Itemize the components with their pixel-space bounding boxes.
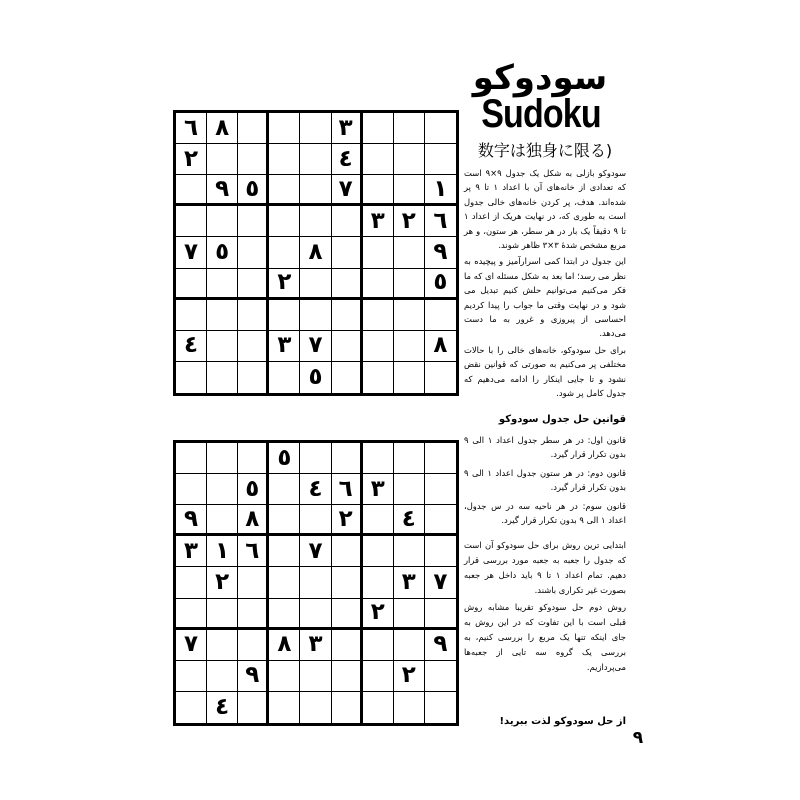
sudoku-cell: ٨ (425, 331, 456, 362)
sudoku-cell (425, 443, 456, 474)
intro-paragraph: سودوکو بازلی به شکل یک جدول ۹×۹ است که تعدادی از خانه‌های آن با اعداد ۱ تا ۹ پر شده‌اند. هدف، پر کردن خانه‌های خالی جدول است به طوری که، در نهایت هریک از اعداد ۱ تا ۹ دقیقاً یک بار در هر سطر، هر ستون، و هر مربع مشخص شدهٔ ۳×۳ ظاهر شوند. (464, 168, 626, 251)
sudoku-cell (425, 113, 456, 144)
sudoku-cell (332, 599, 363, 630)
sudoku-cell (363, 661, 394, 692)
sudoku-cell (269, 175, 300, 206)
sudoku-cell: ٣ (269, 331, 300, 362)
sudoku-cell (332, 661, 363, 692)
sudoku-cell (269, 599, 300, 630)
sudoku-cell (300, 144, 331, 175)
sudoku-cell: ٤ (332, 144, 363, 175)
rule-item: قانون سوم: در هر ناحیه سه در س جدول، اعداد ۱ الی ۹ بدون تکرار قرار گیرد. (464, 500, 626, 526)
sudoku-cell: ٣ (300, 630, 331, 661)
sudoku-cell (176, 661, 207, 692)
sudoku-cell (300, 269, 331, 300)
sudoku-cell: ٥ (300, 362, 331, 393)
method-text (464, 538, 626, 677)
sudoku-cell (363, 567, 394, 598)
sudoku-cell (394, 175, 425, 206)
sudoku-cell (176, 269, 207, 300)
sudoku-cell (332, 692, 363, 723)
sudoku-cell (425, 362, 456, 393)
sudoku-cell: ٤ (176, 331, 207, 362)
sudoku-cell: ٢ (363, 599, 394, 630)
sudoku-cell (238, 237, 269, 268)
sudoku-cell (269, 206, 300, 237)
sudoku-cell (207, 206, 238, 237)
sudoku-cell (238, 113, 269, 144)
sudoku-cell (207, 505, 238, 536)
sudoku-cell (363, 505, 394, 536)
sudoku-cell: ٧ (176, 630, 207, 661)
sudoku-cell (332, 536, 363, 567)
sudoku-cell: ٦ (332, 474, 363, 505)
sudoku-cell (176, 692, 207, 723)
sudoku-cell (269, 113, 300, 144)
sudoku-cell (332, 443, 363, 474)
sudoku-cell (238, 630, 269, 661)
sudoku-cell (394, 144, 425, 175)
sudoku-cell (300, 443, 331, 474)
sudoku-cell (363, 443, 394, 474)
sudoku-cell (425, 599, 456, 630)
sudoku-cell: ٦ (425, 206, 456, 237)
sudoku-cell (332, 630, 363, 661)
sudoku-cell: ١ (425, 175, 456, 206)
sudoku-cell: ٧ (176, 237, 207, 268)
sudoku-cell (300, 175, 331, 206)
sudoku-cell (269, 536, 300, 567)
sudoku-cell (363, 362, 394, 393)
sudoku-cell (238, 567, 269, 598)
sudoku-cell: ٣ (363, 474, 394, 505)
rule-item: قانون دوم: در هر ستون جدول اعداد ۱ الی ۹ بدون تکرار قرار گیرد. (464, 467, 627, 493)
sudoku-cell: ٤ (394, 505, 425, 536)
sudoku-cell (269, 505, 300, 536)
sudoku-cell: ٦ (176, 113, 207, 144)
sudoku-cell: ١ (207, 536, 238, 567)
sudoku-cell (363, 692, 394, 723)
sudoku-cell (176, 206, 207, 237)
sudoku-cell (425, 474, 456, 505)
sudoku-cell (363, 630, 394, 661)
sudoku-cell (394, 474, 425, 505)
sudoku-cell: ٥ (269, 443, 300, 474)
sudoku-grid-2 (173, 440, 459, 726)
sudoku-cell: ٧ (300, 331, 331, 362)
sudoku-cell (176, 599, 207, 630)
rule-item: قانون اول: در هر سطر جدول اعداد ۱ الی ۹ بدون تکرار قرار گیرد. (464, 435, 627, 460)
sudoku-cell: ٢ (332, 505, 363, 536)
sudoku-cell (363, 300, 394, 331)
sudoku-cell (207, 362, 238, 393)
sudoku-cell (394, 692, 425, 723)
sudoku-cell (207, 300, 238, 331)
sudoku-cell (269, 300, 300, 331)
title-english: Sudoku (481, 92, 601, 136)
sudoku-cell: ٨ (207, 113, 238, 144)
sudoku-cell (269, 237, 300, 268)
sudoku-cell (332, 567, 363, 598)
title-persian: سودوکو (472, 58, 608, 98)
sudoku-cell (425, 536, 456, 567)
sudoku-cell (332, 269, 363, 300)
sudoku-cell (332, 331, 363, 362)
sudoku-cell: ٢ (176, 144, 207, 175)
title-japanese: 数字は独身に限る) (477, 141, 613, 160)
sudoku-cell: ٩ (425, 630, 456, 661)
sudoku-cell: ٥ (207, 237, 238, 268)
sudoku-cell (332, 300, 363, 331)
method-paragraph: ابتدایی ترین روش برای حل سودوکو آن است که جدول را جعبه به جعبه مورد بررسی قرار دهیم. تمام اعداد ۱ تا ۹ باید داخل هر جعبه بصورت غیر تکراری باشند. (464, 540, 626, 595)
sudoku-cell (394, 443, 425, 474)
sudoku-cell (176, 474, 207, 505)
intro-paragraph: این جدول در ابتدا کمی اسرارآمیز و پیچیده به نظر می رسد؛ اما بعد به شکل مسئله ای که ما فکر می‌کنیم می‌توانیم حلش کنیم تبدیل می شود و در نهایت وقتی ما جواب را پیدا کردیم احساسی از پیروزی و غرور به ما دست می‌دهد. (464, 256, 626, 339)
sudoku-cell: ٣ (332, 113, 363, 144)
sudoku-cell (238, 362, 269, 393)
sudoku-cell (238, 206, 269, 237)
sudoku-cell (394, 536, 425, 567)
sudoku-cell (300, 206, 331, 237)
sudoku-cell (269, 474, 300, 505)
sudoku-cell (238, 300, 269, 331)
intro-paragraph: برای حل سودوکو، خانه‌های خالی را با حالات مختلفی پر می‌کنیم به صورتی که قوانین نقض نشود و تا جایی اینکار را ادامه می‌دهیم که جدول کامل پر شود. (464, 344, 626, 399)
sudoku-cell (394, 237, 425, 268)
sudoku-cell (207, 269, 238, 300)
sudoku-cell (238, 269, 269, 300)
sudoku-cell (238, 331, 269, 362)
sudoku-cell (332, 237, 363, 268)
sudoku-cell: ٩ (176, 505, 207, 536)
sudoku-cell (425, 300, 456, 331)
sudoku-cell: ٤ (300, 474, 331, 505)
rules-heading: قوانین حل جدول سودوکو (498, 414, 626, 425)
sudoku-cell: ٣ (363, 206, 394, 237)
sudoku-cell: ٧ (300, 536, 331, 567)
sudoku-cell (394, 630, 425, 661)
sudoku-cell (300, 505, 331, 536)
sudoku-cell (363, 144, 394, 175)
sudoku-cell (300, 300, 331, 331)
sudoku-cell (207, 661, 238, 692)
sudoku-cell (269, 567, 300, 598)
intro-text (464, 166, 626, 403)
method-paragraph: روش دوم حل سودوکو تقریبا مشابه روش قبلی است با این تفاوت که در این روش به جای اینکه تنها یک مربع را بررسی کنیم، به بررسی یک گروه سه تایی از جعبه‌ها می‌پردازیم. (464, 602, 626, 672)
sudoku-cell: ٦ (238, 536, 269, 567)
sudoku-cell (207, 331, 238, 362)
sudoku-cell (425, 692, 456, 723)
sudoku-cell (363, 331, 394, 362)
sudoku-cell (425, 505, 456, 536)
sudoku-cell: ٩ (207, 175, 238, 206)
sudoku-cell (238, 599, 269, 630)
closing-line: از حل سودوکو لذت ببرید! (499, 716, 626, 727)
sudoku-cell: ٩ (238, 661, 269, 692)
sudoku-cell (238, 443, 269, 474)
sudoku-cell (394, 599, 425, 630)
sudoku-cell (363, 536, 394, 567)
sudoku-cell (363, 113, 394, 144)
sudoku-cell: ٩ (425, 237, 456, 268)
sudoku-cell: ٨ (300, 237, 331, 268)
sudoku-cell: ٨ (269, 630, 300, 661)
sudoku-cell (300, 599, 331, 630)
sudoku-cell: ٥ (238, 175, 269, 206)
sudoku-cell (300, 661, 331, 692)
sudoku-cell (425, 144, 456, 175)
sudoku-cell (394, 269, 425, 300)
sudoku-cell: ٢ (207, 567, 238, 598)
sudoku-cell: ٧ (332, 175, 363, 206)
sudoku-cell (269, 661, 300, 692)
sudoku-cell (300, 567, 331, 598)
sudoku-cell (238, 144, 269, 175)
page-number: ۹ (632, 728, 644, 748)
sudoku-cell (238, 692, 269, 723)
sudoku-cell (207, 599, 238, 630)
sudoku-grid-1 (173, 110, 459, 396)
sudoku-cell (207, 443, 238, 474)
sudoku-cell (176, 300, 207, 331)
sudoku-cell (394, 300, 425, 331)
sudoku-cell: ٣ (394, 567, 425, 598)
sudoku-cell: ٢ (269, 269, 300, 300)
sudoku-cell (269, 362, 300, 393)
sudoku-cell: ٨ (238, 505, 269, 536)
sudoku-cell (176, 567, 207, 598)
sudoku-cell (332, 206, 363, 237)
sudoku-cell (176, 443, 207, 474)
sudoku-cell (207, 630, 238, 661)
sudoku-cell (394, 113, 425, 144)
sudoku-cell (300, 113, 331, 144)
sudoku-cell (176, 175, 207, 206)
sudoku-cell: ٥ (238, 474, 269, 505)
sudoku-cell: ٢ (394, 206, 425, 237)
sudoku-cell (394, 362, 425, 393)
sudoku-cell: ٢ (394, 661, 425, 692)
sudoku-cell (425, 661, 456, 692)
sudoku-cell: ٣ (176, 536, 207, 567)
sudoku-cell (363, 269, 394, 300)
sudoku-cell (300, 692, 331, 723)
sudoku-cell (363, 237, 394, 268)
rules-list (464, 433, 626, 531)
sudoku-cell: ٧ (425, 567, 456, 598)
sudoku-cell (269, 692, 300, 723)
sudoku-cell (207, 144, 238, 175)
sudoku-cell (176, 362, 207, 393)
sudoku-cell: ٤ (207, 692, 238, 723)
sudoku-cell (269, 144, 300, 175)
sudoku-cell (394, 331, 425, 362)
sudoku-cell (363, 175, 394, 206)
sudoku-cell (207, 474, 238, 505)
sudoku-cell: ٥ (425, 269, 456, 300)
sudoku-cell (332, 362, 363, 393)
